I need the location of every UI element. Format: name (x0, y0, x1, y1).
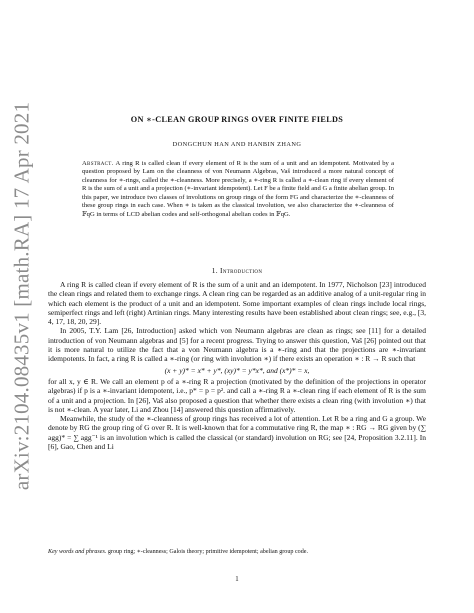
paragraph: In 2005, T.Y. Lam [26, Introduction] asked which von Neumann algebras are clean as rings; see [11] for a detailed introduction of von Neumann algebras and [5] for a recent progress. Trying to answer this question, Vaš [26] pointed out that it is more natural to utilize the fact that a von Neumann algebra is a ∗-ring and that the projections are ∗-invariant idempotents. In fact, a ring R is called a ∗-ring (or ring with involution ∗) if there exists an operation ∗ : R → R such that (48, 326, 426, 364)
paragraph: for all x, y ∈ R. We call an element p of a ∗-ring R a projection (motivated by the definition of the projections in operator algebras) if p is a ∗-invariant idempotent, i.e., p* = p = p². and call a ∗-ring R a ∗-clean ring if each element of R is the sum of a unit and a projection. In [26], Vaš also proposed a question that whether there exists a clean ring (with involution ∗) that is not ∗-clean. A year later, Li and Zhou [14] answered this question affirmatively. (48, 376, 426, 414)
footnote (48, 549, 426, 557)
paper-authors: DONGCHUN HAN AND HANBIN ZHANG (172, 141, 302, 148)
display-equation: (x + y)* = x* + y*, (xy)* = y*x*, and (x*)* = x, (164, 365, 310, 375)
arxiv-identifier-stamp (6, 0, 38, 613)
page-number: 1 (235, 576, 239, 583)
arxiv-identifier-text: arXiv:2104.08435v1 [math.RA] 17 Apr 2021 (9, 101, 34, 491)
body-text (48, 280, 426, 451)
paragraph: Meanwhile, the study of the ∗-cleanness of group rings has received a lot of attention. Let R be a ring and G a group. We denote by RG the group ring of G over R. It is well-known that for a commutative ring R, the map ∗ : RG → RG given by (∑ agg)* = ∑ agg⁻¹ is an involution which is called the classical (or standard) involution on RG; see [24, Proposition 3.2.11]. In [6], Gao, Chen and Li (48, 414, 426, 452)
section-heading-text: 1. Introduction (211, 266, 263, 275)
abstract-text: A ring R is called clean if every element of R is the sum of a unit and an idempotent. Motivated by a question proposed by Lam on the cleanness of von Neumann Algebras, Vaš introduced a more natural concept of cleanness for ∗-rings, called the ∗-cleanness. More precisely, a ∗-ring R is called a ∗-clean ring if every element of R is the sum of a unit and a projection (∗-invariant idempotent). Let F be a finite field and G a finite abelian group. In this paper, we introduce two classes of involutions on group rings of the form FG and characterize the ∗-cleanness of these group rings in each case. When ∗ is taken as the classical involution, we also characterize the ∗-cleanness of 𝔽qG in terms of LCD abelian codes and self-orthogonal abelian codes in 𝔽qG. (82, 160, 394, 218)
section-heading-introduction (48, 266, 426, 275)
footnote-text: group ring; ∗-cleanness; Galois theory; primitive idempotent; abelian group code. (107, 549, 308, 555)
abstract (82, 160, 394, 219)
footnote-label: Key words and phrases. (48, 549, 107, 555)
abstract-label: Abstract. (82, 160, 114, 167)
paragraph: A ring R is called clean if every element of R is the sum of a unit and an idempotent. In 1977, Nicholson [23] introduced the clean rings and related them to exchange rings. A clean ring can be regarded as an additive analog of a unit-regular ring in which each element is the product of a unit and an idempotent. Some important examples of clean rings include local rings, semiperfect rings and left (right) Artinian rings. Many interesting results have been established about clean rings; see, e.g., [3, 4, 17, 18, 20, 29]. (48, 280, 426, 327)
paper-title: ON ∗-CLEAN GROUP RINGS OVER FINITE FIELDS (130, 115, 344, 124)
